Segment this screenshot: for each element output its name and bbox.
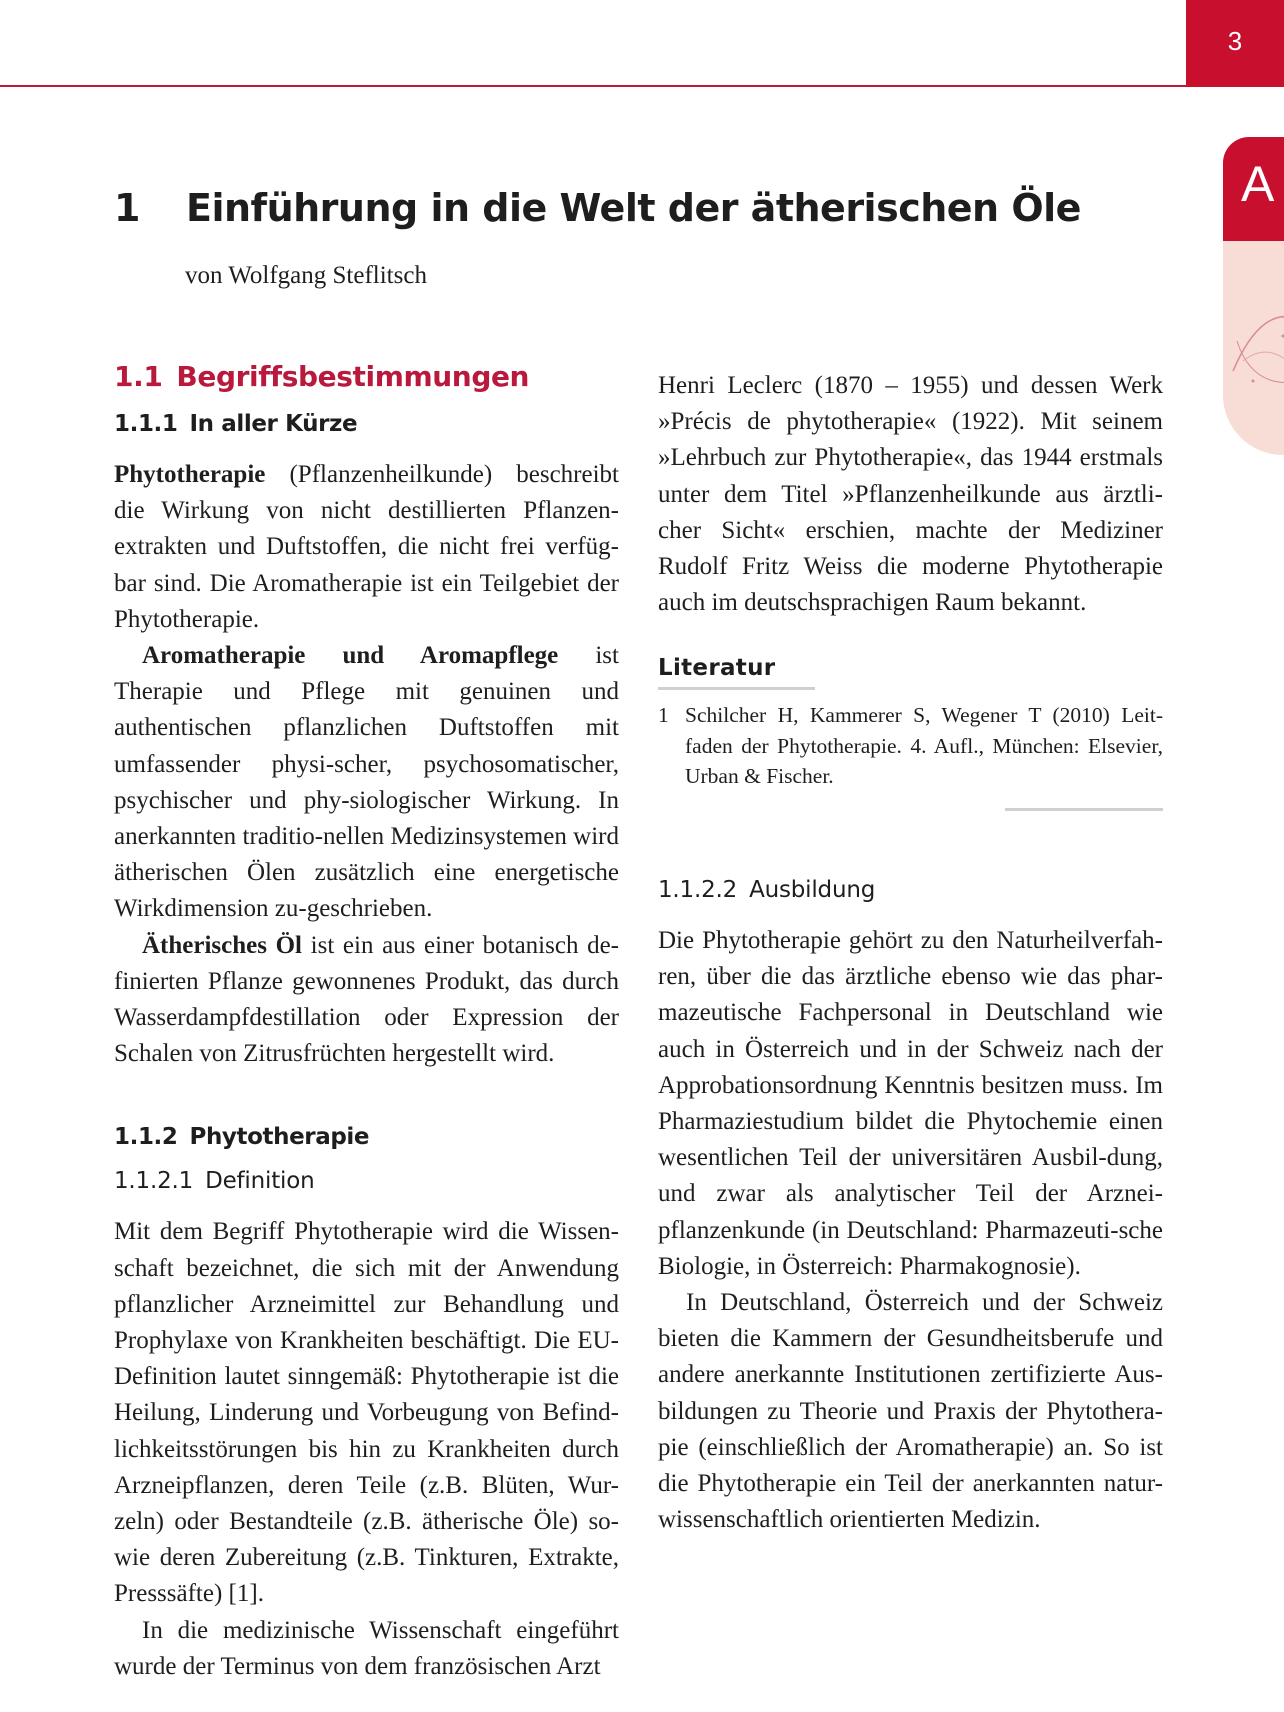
literature-end-rule: [1005, 808, 1163, 811]
literature-item-text: Schilcher H, Kammerer S, Wegener T (2010) Leit-faden der Phytotherapie. 4. Aufl., München: Elsevier, Urban & Fischer.: [685, 703, 1163, 789]
page-number-box: [1186, 0, 1284, 87]
subsubsection-number: 1.1.2.2: [658, 876, 738, 903]
paragraph: [114, 457, 619, 638]
subsection-heading: [114, 411, 619, 437]
chapter-author: von Wolfgang Steflitsch: [185, 262, 427, 289]
subsection-title: In aller Kürze: [189, 411, 358, 437]
paragraph: [114, 928, 619, 1073]
paragraph: [114, 638, 619, 928]
literature-item-number: 1: [658, 703, 669, 728]
section-heading: [114, 360, 619, 393]
subsection-number: 1.1.1: [114, 411, 178, 437]
section-tab-decoration: [1223, 241, 1284, 455]
paragraph-text: ist ein aus einer botanisch de-finierten Pflanze gewonnenes Produkt, das durch Wasserdampfdestillation oder Expression der Schalen von Zitrusfrüchten hergestellt wird.: [114, 931, 620, 1068]
literature-box: [658, 655, 1163, 811]
subsection-title: Phytotherapie: [189, 1124, 370, 1151]
paragraph-text: (Pflanzenheilkunde) beschreibt die Wirkung von nicht destillierten Pflanzen-extrakten und Duftstoffen, die nicht frei verfüg-bar sind. Die Aromatherapie ist ein Teilgebiet der Phytotherapie.: [114, 461, 619, 633]
paragraph: Die Phytotherapie gehört zu den Naturheilverfah-ren, über die das ärztliche ebenso wie das phar-mazeutische Fachpersonal in Deutschland wie auch in Österreich und in der Schweiz nach der Approbationsordnung Kenntnis besitzen muss. Im Pharmaziestudium bildet die Phytochemie einen wesentlichen Teil der universitären Ausbil-dung, und zwar als analytischer Teil der Arznei-pflanzenkunde (in Deutschland: Pharmazeuti-sche Biologie, in Österreich: Pharmakognosie).: [658, 926, 1163, 1280]
subsubsection-heading: [658, 877, 1163, 903]
right-column: [658, 368, 1163, 1538]
floral-ornament-icon: [1223, 241, 1284, 455]
literature-rule: [658, 687, 815, 690]
section-tab: [1223, 137, 1284, 241]
chapter-number: 1: [114, 186, 140, 230]
paragraph-text: ist Therapie und Pflege mit genuinen und authentischen pflanzlichen Duftstoffen mit umfassender physi-scher, psychosomatischer, psychischer und phy-siologischer Wirkung. In anerkannten traditio-nellen Medizinsystemen wird ätherischen Ölen zusätzlich eine energetische Wirkdimension zu-geschrieben.: [114, 642, 619, 923]
subsection-number: 1.1.2: [114, 1124, 178, 1151]
subsubsection-heading: [114, 1168, 619, 1194]
section-tab-letter: A: [1241, 156, 1275, 212]
literature-title: Literatur: [658, 655, 776, 682]
subsection-heading: [114, 1124, 619, 1150]
literature-item: [658, 700, 1163, 792]
term: Ätherisches Öl: [142, 931, 303, 959]
term: Aromatherapie und Aromapflege: [142, 642, 559, 670]
paragraph: Mit dem Begriff Phytotherapie wird die Wissen-schaft bezeichnet, die sich mit der Anwendung pflanzlicher Arzneimittel zur Behandlung und Prophylaxe von Krankheiten beschäftigt. Die EU-Definition lautet sinngemäß: Phytotherapie ist die Heilung, Linderung und Vorbeugung von Befind-lichkeitsstörungen bis hin zu Krankheiten durch Arzneipflanzen, deren Teile (z.B. Blüten, Wur-zeln) oder Bestandteile (z.B. ätherische Öle) so-wie deren Zubereitung (z.B. Tinkturen, Extrakte, Presssäfte) [1].: [114, 1218, 619, 1608]
chapter-title: Einführung in die Welt der ätherischen Öle: [186, 186, 1081, 230]
subsubsection-number: 1.1.2.1: [114, 1168, 194, 1195]
subsubsection-title: Definition: [205, 1168, 315, 1195]
section-number: 1.1: [114, 360, 163, 393]
paragraph: In Deutschland, Österreich und der Schweiz bieten die Kammern der Gesundheitsberufe und andere anerkannte Institutionen zertifizierte Aus-bildungen zu Theorie und Praxis der Phytothera-pie (einschließlich der Aromatherapie) an. So ist die Phytotherapie ein Teil der anerkannten natur-wissenschaftlich orientierten Medizin.: [658, 1288, 1163, 1534]
paragraph: Henri Leclerc (1870 – 1955) und dessen Werk »Précis de phytotherapie« (1922). Mit seinem »Lehrbuch zur Phytotherapie«, das 1944 erstmals unter dem Titel »Pflanzenheilkunde aus ärztli-cher Sicht« erschien, machte der Mediziner Rudolf Fritz Weiss die moderne Phytotherapie auch im deutschsprachigen Raum bekannt.: [658, 372, 1163, 617]
subsubsection-title: Ausbildung: [749, 876, 876, 903]
term: Phytotherapie: [114, 461, 266, 488]
section-title: Begriffsbestimmungen: [176, 360, 530, 393]
paragraph: In die medizinische Wissenschaft eingeführt wurde der Terminus von dem französischen Arzt: [114, 1616, 619, 1680]
chapter-heading: [114, 186, 1081, 230]
page-number: 3: [1227, 26, 1243, 56]
left-column: [114, 360, 619, 1685]
header-rule: [0, 85, 1186, 87]
